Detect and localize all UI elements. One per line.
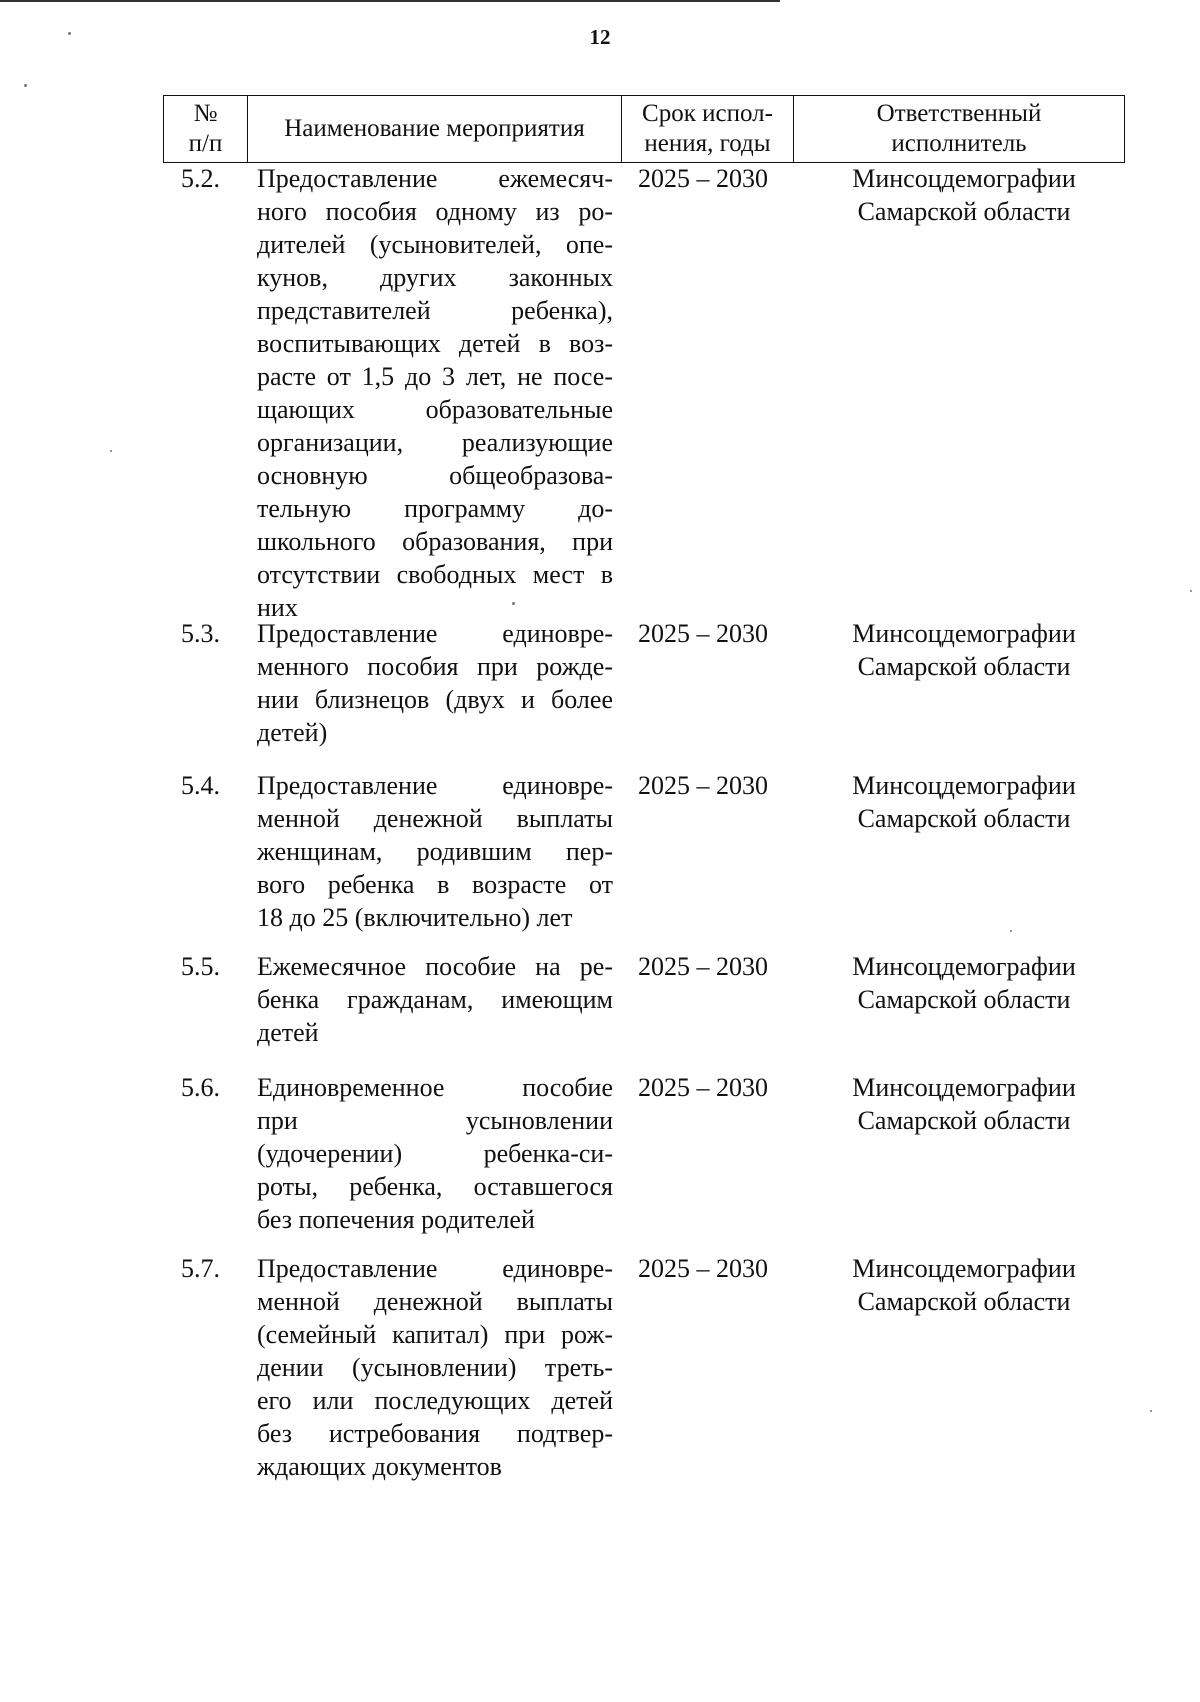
table-row [163,617,1125,749]
event-name-line: щающих образовательные [257,395,613,424]
event-name-line: Предоставление единовре- [257,1254,613,1283]
event-name-line: расте от 1,5 до 3 лет, не посе- [257,362,613,391]
responsible-line: Самарской области [857,1287,1071,1316]
event-name-line: ждающих документов [257,1452,502,1481]
row-event-name [257,769,613,934]
row-number: 5.7. [181,1254,220,1283]
row-term: 2025 – 2030 [638,1073,768,1102]
event-name-line: кунов, других законных [257,263,613,292]
responsible-line: Минсоцдемографии [852,771,1076,800]
event-name-line: менной денежной выплаты [257,1287,613,1316]
row-event-name [257,1071,613,1236]
responsible-line: Самарской области [857,197,1071,226]
event-name-line: них [257,593,298,622]
row-number: 5.3. [181,619,220,648]
responsible-line: Самарской области [857,804,1071,833]
row-number: 5.5. [181,952,220,981]
responsible-line: Минсоцдемографии [852,952,1076,981]
row-responsible [803,162,1125,228]
row-responsible [803,617,1125,683]
event-name-line: организации, реализующие [257,428,613,457]
row-responsible [803,950,1125,1016]
table-row [163,769,1125,934]
event-name-line: без попечения родителей [257,1205,535,1234]
event-name-line: Предоставление единовре- [257,619,613,648]
scan-top-rule [0,0,780,2]
event-name-line: дении (усыновлении) треть- [257,1353,613,1382]
scan-speck [24,84,27,87]
scan-speck [110,450,112,452]
event-name-line: менной денежной выплаты [257,804,613,833]
row-number: 5.6. [181,1073,220,1102]
event-name-line: отсутствии свободных мест в [257,560,613,589]
responsible-line: Минсоцдемографии [852,164,1076,193]
event-name-line: Предоставление единовре- [257,771,613,800]
event-name-line: менного пособия при рожде- [257,652,613,681]
event-name-line: при усыновлении [257,1106,613,1135]
header-responsible: Ответственный исполнитель [794,96,1125,163]
row-event-name [257,1252,613,1483]
event-name-line: ного пособия одному из ро- [257,197,613,226]
event-name-line: 18 до 25 (включительно) лет [257,903,573,932]
event-name-line: тельную программу до- [257,494,613,523]
row-term: 2025 – 2030 [638,164,768,193]
row-responsible [803,1071,1125,1137]
event-name-line: (удочерении) ребенка-си- [257,1139,613,1168]
header-event-name: Наименование мероприятия [248,96,622,163]
scan-speck [1150,1410,1152,1412]
row-term: 2025 – 2030 [638,771,768,800]
event-name-line: его или последующих детей [257,1386,613,1415]
responsible-line: Самарской области [857,1106,1071,1135]
scan-speck [1010,930,1012,932]
event-name-line: представителей ребенка), [257,296,613,325]
scan-speck [68,32,71,35]
event-name-line: Предоставление ежемесяч- [257,164,613,193]
row-number: 5.4. [181,771,220,800]
row-event-name [257,617,613,749]
row-responsible [803,1252,1125,1318]
table-row [163,950,1125,1049]
row-responsible [803,769,1125,835]
event-name-line: дителей (усыновителей, опе- [257,230,613,259]
scan-speck [1190,590,1192,592]
header-term: Срок испол- нения, годы [622,96,794,163]
responsible-line: Минсоцдемографии [852,1254,1076,1283]
table-row [163,162,1125,624]
event-name-line: Ежемесячное пособие на ре- [257,952,613,981]
event-name-line: детей [257,1018,319,1047]
row-term: 2025 – 2030 [638,1254,768,1283]
event-name-line: воспитывающих детей в воз- [257,329,613,358]
row-event-name [257,950,613,1049]
event-name-line: роты, ребенка, оставшегося [257,1172,613,1201]
table-row [163,1071,1125,1236]
event-name-line: (семейный капитал) при рож- [257,1320,613,1349]
row-term: 2025 – 2030 [638,952,768,981]
event-name-line: бенка гражданам, имеющим [257,985,613,1014]
row-number: 5.2. [181,164,220,193]
event-name-line: Единовременное пособие [257,1073,613,1102]
table-row [163,1252,1125,1483]
responsible-line: Самарской области [857,652,1071,681]
responsible-line: Самарской области [857,985,1071,1014]
scan-speck [512,602,515,605]
responsible-line: Минсоцдемографии [852,619,1076,648]
event-name-line: нии близнецов (двух и более [257,685,613,714]
responsible-line: Минсоцдемографии [852,1073,1076,1102]
event-name-line: основную общеобразова- [257,461,613,490]
page-number: 12 [589,25,611,49]
event-name-line: женщинам, родившим пер- [257,837,613,866]
table-header [163,95,1125,163]
event-name-line: детей) [257,718,328,747]
row-event-name [257,162,613,624]
row-term: 2025 – 2030 [638,619,768,648]
event-name-line: школьного образования, при [257,527,613,556]
event-name-line: вого ребенка в возрасте от [257,870,613,899]
header-number: № п/п [164,96,248,163]
event-name-line: без истребования подтвер- [257,1419,613,1448]
